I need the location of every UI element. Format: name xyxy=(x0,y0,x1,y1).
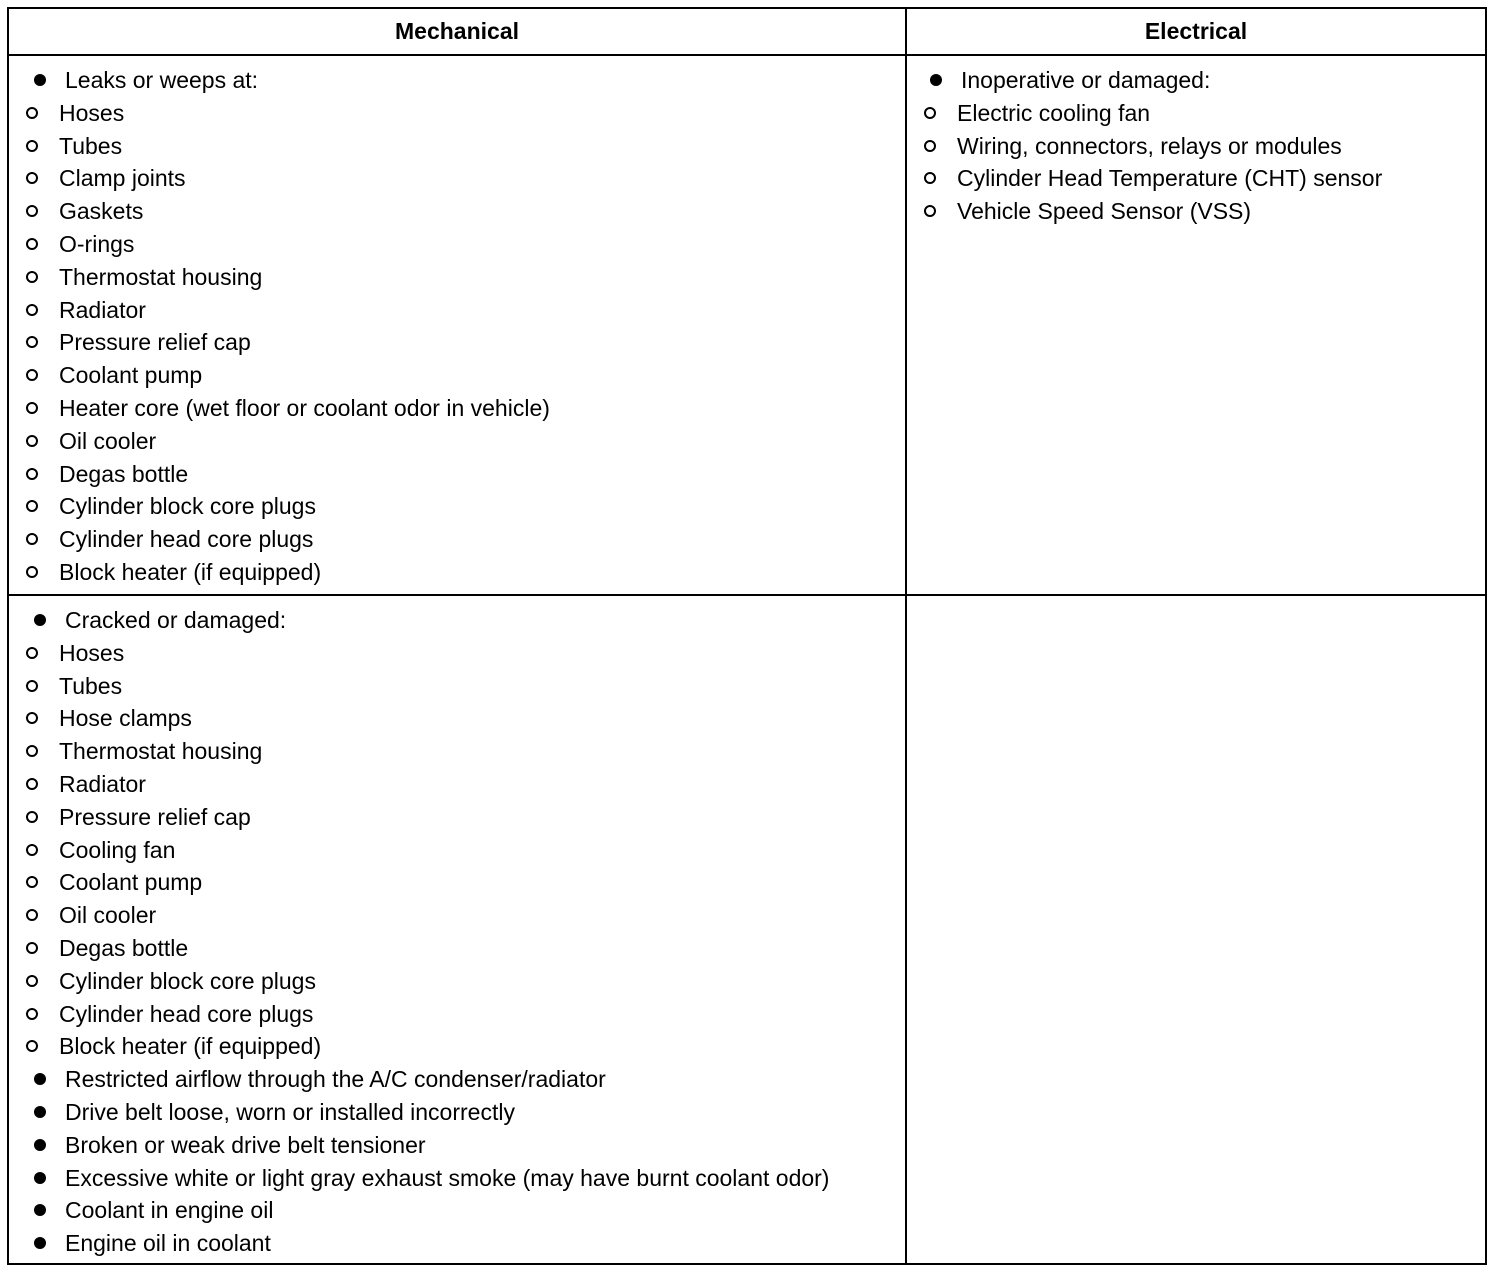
sub-list-item-text: Degas bottle xyxy=(59,460,189,487)
sub-list-item xyxy=(9,702,905,735)
hollow-bullet-icon xyxy=(26,107,38,119)
hollow-bullet-icon xyxy=(26,271,38,283)
hollow-bullet-icon xyxy=(26,680,38,692)
bullet-list xyxy=(9,64,905,589)
sub-list-container xyxy=(9,97,905,589)
sub-list-item-text: Heater core (wet floor or coolant odor in vehicle) xyxy=(59,394,550,421)
list-item-text: Inoperative or damaged: xyxy=(961,67,1211,93)
sub-list-item-text: Oil cooler xyxy=(59,902,157,929)
list-item-text: Leaks or weeps at: xyxy=(65,67,259,93)
sub-list-item xyxy=(9,965,905,998)
sub-list-item-text: Cylinder block core plugs xyxy=(59,967,316,994)
hollow-bullet-icon xyxy=(26,435,38,447)
sub-bullet-list xyxy=(907,97,1485,228)
bullet-icon xyxy=(34,1139,46,1151)
sub-list-item xyxy=(9,523,905,556)
diagnosis-table xyxy=(7,7,1487,1265)
sub-list-item xyxy=(9,458,905,491)
hollow-bullet-icon xyxy=(26,909,38,921)
bullet-icon xyxy=(34,1237,46,1249)
sub-list-item-text: Cylinder head core plugs xyxy=(59,1000,314,1027)
sub-list-item xyxy=(9,162,905,195)
hollow-bullet-icon xyxy=(26,533,38,545)
hollow-bullet-icon xyxy=(26,402,38,414)
cell-row1-mechanical xyxy=(9,56,905,594)
sub-list-item-text: Oil cooler xyxy=(59,427,157,454)
list-item xyxy=(9,1194,905,1227)
sub-list-item xyxy=(9,261,905,294)
hollow-bullet-icon xyxy=(26,745,38,757)
sub-bullet-list xyxy=(9,97,905,589)
cell-row1-electrical xyxy=(907,56,1485,594)
sub-list-container xyxy=(907,97,1485,228)
sub-list-item xyxy=(9,866,905,899)
sub-list-item xyxy=(9,637,905,670)
bullet-list xyxy=(907,64,1485,228)
hollow-bullet-icon xyxy=(26,238,38,250)
bullet-icon xyxy=(34,1204,46,1216)
sub-list-item xyxy=(9,359,905,392)
sub-list-item-text: Pressure relief cap xyxy=(59,329,251,356)
hollow-bullet-icon xyxy=(924,172,936,184)
hollow-bullet-icon xyxy=(26,369,38,381)
sub-list-item xyxy=(9,97,905,130)
sub-list-item xyxy=(9,670,905,703)
sub-list-item xyxy=(9,195,905,228)
hollow-bullet-icon xyxy=(924,140,936,152)
hollow-bullet-icon xyxy=(924,205,936,217)
sub-list-item-text: Hose clamps xyxy=(59,705,192,732)
list-item-text: Restricted airflow through the A/C condenser/radiator xyxy=(65,1066,606,1093)
list-item-text: Excessive white or light gray exhaust smoke (may have burnt coolant odor) xyxy=(65,1164,830,1191)
sub-list-item xyxy=(907,97,1485,130)
bullet-list xyxy=(9,604,905,1260)
bullet-icon xyxy=(34,74,46,86)
sub-list-item xyxy=(9,130,905,163)
list-item xyxy=(9,1129,905,1162)
sub-list-item-text: Gaskets xyxy=(59,198,144,225)
sub-list-item xyxy=(9,490,905,523)
list-item xyxy=(9,1096,905,1129)
sub-list-item xyxy=(9,834,905,867)
sub-list-item xyxy=(9,326,905,359)
list-item xyxy=(907,64,1485,97)
sub-list-item-text: Electric cooling fan xyxy=(957,99,1151,126)
hollow-bullet-icon xyxy=(26,876,38,888)
list-item xyxy=(9,64,905,97)
hollow-bullet-icon xyxy=(26,172,38,184)
sub-list-item xyxy=(9,556,905,589)
sub-list-item-text: Tubes xyxy=(59,132,123,159)
sub-list-item xyxy=(9,932,905,965)
hollow-bullet-icon xyxy=(26,844,38,856)
hollow-bullet-icon xyxy=(924,107,936,119)
list-item-text: Coolant in engine oil xyxy=(65,1197,274,1224)
list-item xyxy=(9,604,905,637)
sub-list-item xyxy=(9,768,905,801)
sub-bullet-list xyxy=(9,637,905,1063)
hollow-bullet-icon xyxy=(26,140,38,152)
hollow-bullet-icon xyxy=(26,205,38,217)
sub-list-item-text: Radiator xyxy=(59,770,146,797)
hollow-bullet-icon xyxy=(26,975,38,987)
sub-list-item-text: Tubes xyxy=(59,672,123,699)
list-item-text: Cracked or damaged: xyxy=(65,607,287,633)
bullet-icon xyxy=(930,74,942,86)
sub-list-item xyxy=(9,735,905,768)
sub-list-item xyxy=(9,899,905,932)
list-item xyxy=(9,1162,905,1195)
hollow-bullet-icon xyxy=(26,712,38,724)
sub-list-item-text: Cylinder head core plugs xyxy=(59,526,314,553)
sub-list-item-text: Hoses xyxy=(59,639,125,666)
cell-row2-mechanical xyxy=(9,596,905,1263)
sub-list-item xyxy=(9,228,905,261)
sub-list-item-text: O-rings xyxy=(59,230,135,257)
hollow-bullet-icon xyxy=(26,811,38,823)
hollow-bullet-icon xyxy=(26,942,38,954)
hollow-bullet-icon xyxy=(26,566,38,578)
hollow-bullet-icon xyxy=(26,468,38,480)
bullet-icon xyxy=(34,614,46,626)
sub-list-item-text: Thermostat housing xyxy=(59,263,263,290)
sub-list-item-text: Block heater (if equipped) xyxy=(59,558,322,585)
sub-list-container xyxy=(9,637,905,1063)
sub-list-item xyxy=(9,392,905,425)
hollow-bullet-icon xyxy=(26,336,38,348)
sub-list-item-text: Hoses xyxy=(59,99,125,126)
hollow-bullet-icon xyxy=(26,778,38,790)
sub-list-item-text: Degas bottle xyxy=(59,934,189,961)
sub-list-item-text: Pressure relief cap xyxy=(59,803,251,830)
header-electrical: Electrical xyxy=(1144,18,1248,44)
sub-list-item xyxy=(9,998,905,1031)
sub-list-item-text: Wiring, connectors, relays or modules xyxy=(957,132,1342,159)
hollow-bullet-icon xyxy=(26,647,38,659)
list-item xyxy=(9,1227,905,1260)
sub-list-item-text: Coolant pump xyxy=(59,869,203,896)
list-item-text: Engine oil in coolant xyxy=(65,1230,271,1257)
bullet-icon xyxy=(34,1172,46,1184)
sub-list-item-text: Vehicle Speed Sensor (VSS) xyxy=(957,198,1252,225)
sub-list-item xyxy=(9,1030,905,1063)
sub-list-item-text: Coolant pump xyxy=(59,362,203,389)
list-item-text: Drive belt loose, worn or installed incorrectly xyxy=(65,1098,515,1125)
sub-list-item-text: Clamp joints xyxy=(59,165,186,192)
bullet-icon xyxy=(34,1106,46,1118)
sub-list-item-text: Block heater (if equipped) xyxy=(59,1033,322,1060)
sub-list-item xyxy=(9,294,905,327)
list-item-text: Broken or weak drive belt tensioner xyxy=(65,1131,426,1158)
sub-list-item xyxy=(9,425,905,458)
hollow-bullet-icon xyxy=(26,500,38,512)
sub-list-item-text: Cylinder block core plugs xyxy=(59,493,316,520)
sub-list-item-text: Cooling fan xyxy=(59,836,176,863)
sub-list-item xyxy=(907,162,1485,195)
sub-list-item xyxy=(907,130,1485,163)
sub-list-item xyxy=(907,195,1485,228)
hollow-bullet-icon xyxy=(26,1008,38,1020)
hollow-bullet-icon xyxy=(26,1040,38,1052)
list-item xyxy=(9,1063,905,1096)
hollow-bullet-icon xyxy=(26,304,38,316)
sub-list-item-text: Cylinder Head Temperature (CHT) sensor xyxy=(957,165,1383,192)
sub-list-item xyxy=(9,801,905,834)
sub-list-item-text: Radiator xyxy=(59,296,146,323)
header-mechanical: Mechanical xyxy=(395,18,519,44)
cell-row2-electrical xyxy=(907,596,1485,1263)
bullet-icon xyxy=(34,1073,46,1085)
sub-list-item-text: Thermostat housing xyxy=(59,738,263,765)
